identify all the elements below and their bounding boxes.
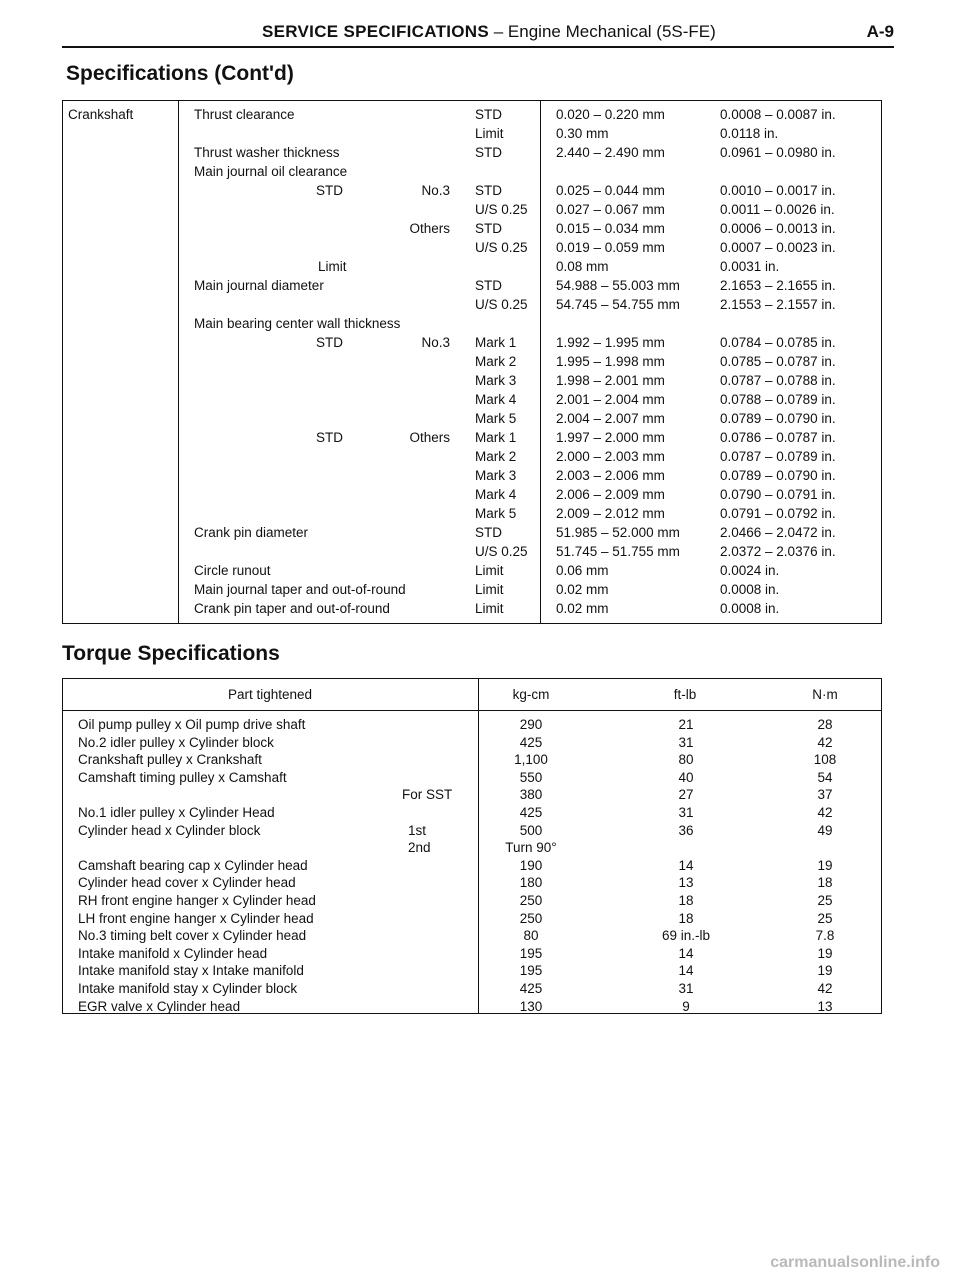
spec-condition: Limit <box>475 601 504 616</box>
torque-nm: 19 <box>817 963 833 979</box>
torque-kgcm: 380 <box>519 787 543 803</box>
torque-part: Oil pump pulley x Oil pump drive shaft <box>78 717 306 732</box>
spec-imperial-value: 0.0787 – 0.0788 in. <box>720 373 836 388</box>
spec-label: Main bearing center wall thickness <box>194 316 401 331</box>
torque-nm: 25 <box>817 893 833 908</box>
spec-label: Crank pin taper and out-of-round <box>194 601 390 616</box>
spec-metric-value: 54.745 – 54.755 mm <box>556 297 680 312</box>
torque-part: RH front engine hanger x Cylinder head <box>78 893 316 908</box>
spec-metric-value: 1.998 – 2.001 mm <box>556 373 665 388</box>
spec-metric-value: 2.001 – 2.004 mm <box>556 392 665 407</box>
torque-nm: 42 <box>817 734 833 750</box>
torque-part: Intake manifold stay x Intake manifold <box>78 963 304 979</box>
spec-condition: Limit <box>475 563 504 578</box>
torque-kgcm: 130 <box>519 998 543 1014</box>
spec-condition: STD <box>475 183 502 198</box>
torque-ftlb: 21 <box>678 717 694 732</box>
torque-heading: Torque Specifications <box>62 642 280 665</box>
spec-metric-value: 2.006 – 2.009 mm <box>556 487 665 502</box>
torque-note: 2nd <box>408 840 431 856</box>
spec-condition: Mark 4 <box>475 487 517 502</box>
torque-nm: 25 <box>817 910 833 926</box>
torque-ftlb: 36 <box>678 822 694 838</box>
spec-condition: Mark 5 <box>475 506 517 521</box>
spec-metric-value: 0.019 – 0.059 mm <box>556 240 665 255</box>
spec-metric-value: 0.020 – 0.220 mm <box>556 107 665 122</box>
spec-imperial-value: 2.1553 – 2.1557 in. <box>720 297 836 312</box>
spec-imperial-value: 0.0008 – 0.0087 in. <box>720 107 836 122</box>
spec-metric-value: 1.997 – 2.000 mm <box>556 430 665 445</box>
spec-imperial-value: 0.0785 – 0.0787 in. <box>720 354 836 369</box>
specs-component: Crankshaft <box>68 107 134 122</box>
torque-col-ftlb: ft-lb <box>673 687 697 702</box>
spec-imperial-value: 0.0789 – 0.0790 in. <box>720 411 836 426</box>
torque-nm: 19 <box>817 857 833 873</box>
torque-kgcm: 425 <box>519 981 543 996</box>
spec-condition: Mark 2 <box>475 354 517 369</box>
spec-metric-value: 2.009 – 2.012 mm <box>556 506 665 521</box>
torque-nm: 7.8 <box>815 928 835 944</box>
spec-metric-value: 0.02 mm <box>556 582 609 597</box>
torque-nm: 28 <box>817 717 833 732</box>
torque-kgcm: 195 <box>519 945 543 961</box>
torque-kgcm: 425 <box>519 734 543 750</box>
spec-metric-value: 51.745 – 51.755 mm <box>556 544 680 559</box>
torque-ftlb: 27 <box>678 787 694 803</box>
spec-label: STD <box>316 183 343 198</box>
torque-ftlb: 80 <box>678 752 694 768</box>
spec-label: Circle runout <box>194 563 271 578</box>
spec-imperial-value: 0.0008 in. <box>720 582 780 597</box>
torque-part: Crankshaft pulley x Crankshaft <box>78 752 262 768</box>
torque-kgcm: Turn 90° <box>505 840 557 856</box>
torque-kgcm: 550 <box>519 769 543 785</box>
spec-condition: Limit <box>475 126 504 141</box>
torque-nm: 42 <box>817 981 833 996</box>
spec-metric-value: 2.003 – 2.006 mm <box>556 468 665 483</box>
torque-nm: 42 <box>817 805 833 820</box>
torque-part: Intake manifold x Cylinder head <box>78 945 268 961</box>
spec-condition: STD <box>475 107 502 122</box>
spec-label: Main journal taper and out-of-round <box>194 582 406 597</box>
spec-imperial-value: 0.0008 in. <box>720 601 780 616</box>
spec-imperial-value: 2.0466 – 2.0472 in. <box>720 525 836 540</box>
torque-part: Cylinder head cover x Cylinder head <box>78 875 296 891</box>
spec-imperial-value: 0.0010 – 0.0017 in. <box>720 183 836 198</box>
torque-nm: 37 <box>817 787 833 803</box>
spec-condition: Limit <box>475 582 504 597</box>
spec-metric-value: 0.015 – 0.034 mm <box>556 221 665 236</box>
torque-col-part: Part tightened <box>227 687 313 702</box>
torque-ftlb: 9 <box>682 998 690 1014</box>
spec-condition: STD <box>475 145 502 160</box>
spec-imperial-value: 0.0031 in. <box>720 259 780 274</box>
torque-part: Intake manifold stay x Cylinder block <box>78 981 298 996</box>
torque-header-divider <box>62 710 882 711</box>
page-number: A-9 <box>866 22 894 41</box>
torque-kgcm: 180 <box>519 875 543 891</box>
spec-metric-value: 0.02 mm <box>556 601 609 616</box>
spec-metric-value: 0.30 mm <box>556 126 609 141</box>
spec-imperial-value: 0.0024 in. <box>720 563 780 578</box>
spec-metric-value: 0.025 – 0.044 mm <box>556 183 665 198</box>
specs-divider-component <box>178 100 179 624</box>
spec-condition: STD <box>475 221 502 236</box>
torque-kgcm: 425 <box>519 805 543 820</box>
torque-ftlb: 14 <box>678 963 694 979</box>
spec-imperial-value: 2.1653 – 2.1655 in. <box>720 278 836 293</box>
spec-imperial-value: 0.0786 – 0.0787 in. <box>720 430 836 445</box>
spec-condition: Mark 4 <box>475 392 517 407</box>
torque-part: No.3 timing belt cover x Cylinder head <box>78 928 307 944</box>
torque-column-divider <box>478 678 479 1014</box>
spec-condition: Mark 2 <box>475 449 517 464</box>
spec-metric-value: 0.08 mm <box>556 259 609 274</box>
torque-nm: 19 <box>817 945 833 961</box>
torque-part: No.2 idler pulley x Cylinder block <box>78 734 274 750</box>
watermark: carmanualsonline.info <box>770 1254 940 1271</box>
spec-metric-value: 1.995 – 1.998 mm <box>556 354 665 369</box>
torque-ftlb: 40 <box>678 769 694 785</box>
spec-imperial-value: 0.0788 – 0.0789 in. <box>720 392 836 407</box>
torque-col-nm: N·m <box>812 687 838 702</box>
torque-kgcm: 190 <box>519 857 543 873</box>
torque-part: EGR valve x Cylinder head <box>78 998 241 1014</box>
spec-label: Limit <box>318 259 347 274</box>
spec-metric-value: 1.992 – 1.995 mm <box>556 335 665 350</box>
spec-condition: Mark 3 <box>475 468 517 483</box>
spec-label: Thrust washer thickness <box>194 145 340 160</box>
torque-nm: 54 <box>817 769 833 785</box>
spec-imperial-value: 2.0372 – 2.0376 in. <box>720 544 836 559</box>
torque-col-kgcm: kg-cm <box>512 687 550 702</box>
torque-note: For SST <box>402 787 453 803</box>
header-title: SERVICE SPECIFICATIONS – Engine Mechanical (5S-FE) <box>262 22 716 41</box>
torque-ftlb: 31 <box>678 734 694 750</box>
spec-metric-value: 2.440 – 2.490 mm <box>556 145 665 160</box>
torque-part: LH front engine hanger x Cylinder head <box>78 910 314 926</box>
spec-sub-label: Others <box>409 430 450 445</box>
spec-imperial-value: 0.0791 – 0.0792 in. <box>720 506 836 521</box>
spec-sub-label: No.3 <box>421 183 450 198</box>
spec-metric-value: 0.06 mm <box>556 563 609 578</box>
torque-nm: 13 <box>817 998 833 1014</box>
torque-note: 1st <box>408 822 427 838</box>
spec-metric-value: 2.000 – 2.003 mm <box>556 449 665 464</box>
torque-nm: 49 <box>817 822 833 838</box>
torque-ftlb: 18 <box>678 910 694 926</box>
spec-condition: STD <box>475 278 502 293</box>
spec-imperial-value: 0.0784 – 0.0785 in. <box>720 335 836 350</box>
spec-label: Main journal diameter <box>194 278 324 293</box>
spec-condition: U/S 0.25 <box>475 202 528 217</box>
specs-heading: Specifications (Cont'd) <box>66 62 294 85</box>
torque-kgcm: 80 <box>523 928 539 944</box>
specs-divider-values <box>540 100 541 624</box>
spec-imperial-value: 0.0118 in. <box>720 126 779 141</box>
torque-part: Cylinder head x Cylinder block <box>78 822 261 838</box>
torque-part: No.1 idler pulley x Cylinder Head <box>78 805 275 820</box>
spec-label: STD <box>316 430 343 445</box>
spec-condition: Mark 1 <box>475 335 517 350</box>
torque-ftlb: 18 <box>678 893 694 908</box>
spec-imperial-value: 0.0007 – 0.0023 in. <box>720 240 836 255</box>
spec-imperial-value: 0.0787 – 0.0789 in. <box>720 449 836 464</box>
torque-kgcm: 250 <box>519 910 543 926</box>
spec-condition: Mark 1 <box>475 430 517 445</box>
torque-ftlb: 14 <box>678 945 694 961</box>
torque-kgcm: 500 <box>519 822 543 838</box>
torque-kgcm: 290 <box>519 717 543 732</box>
spec-condition: Mark 5 <box>475 411 517 426</box>
spec-imperial-value: 0.0790 – 0.0791 in. <box>720 487 836 502</box>
spec-metric-value: 54.988 – 55.003 mm <box>556 278 680 293</box>
torque-nm: 18 <box>817 875 833 891</box>
spec-sub-label: No.3 <box>421 335 450 350</box>
spec-metric-value: 2.004 – 2.007 mm <box>556 411 665 426</box>
torque-kgcm: 195 <box>519 963 543 979</box>
torque-ftlb: 31 <box>678 805 694 820</box>
torque-ftlb: 69 in.-lb <box>661 928 711 944</box>
spec-label: Main journal oil clearance <box>194 164 348 179</box>
torque-ftlb: 31 <box>678 981 694 996</box>
torque-ftlb: 14 <box>678 857 694 873</box>
spec-label: Thrust clearance <box>194 107 295 122</box>
torque-ftlb: 13 <box>678 875 694 891</box>
spec-imperial-value: 0.0011 – 0.0026 in. <box>720 202 835 217</box>
spec-metric-value: 51.985 – 52.000 mm <box>556 525 680 540</box>
spec-condition: U/S 0.25 <box>475 240 528 255</box>
spec-imperial-value: 0.0789 – 0.0790 in. <box>720 468 836 483</box>
spec-condition: Mark 3 <box>475 373 517 388</box>
torque-kgcm: 250 <box>519 893 543 908</box>
spec-imperial-value: 0.0006 – 0.0013 in. <box>720 221 836 236</box>
spec-condition: STD <box>475 525 502 540</box>
torque-kgcm: 1,100 <box>514 752 548 768</box>
spec-label: Crank pin diameter <box>194 525 309 540</box>
spec-condition: U/S 0.25 <box>475 297 528 312</box>
spec-label: STD <box>316 335 343 350</box>
torque-part: Camshaft timing pulley x Camshaft <box>78 769 287 785</box>
spec-imperial-value: 0.0961 – 0.0980 in. <box>720 145 836 160</box>
spec-condition: U/S 0.25 <box>475 544 528 559</box>
page-header <box>62 20 894 48</box>
spec-metric-value: 0.027 – 0.067 mm <box>556 202 665 217</box>
spec-sub-label: Others <box>409 221 450 236</box>
torque-part: Camshaft bearing cap x Cylinder head <box>78 857 308 873</box>
torque-nm: 108 <box>813 752 837 768</box>
